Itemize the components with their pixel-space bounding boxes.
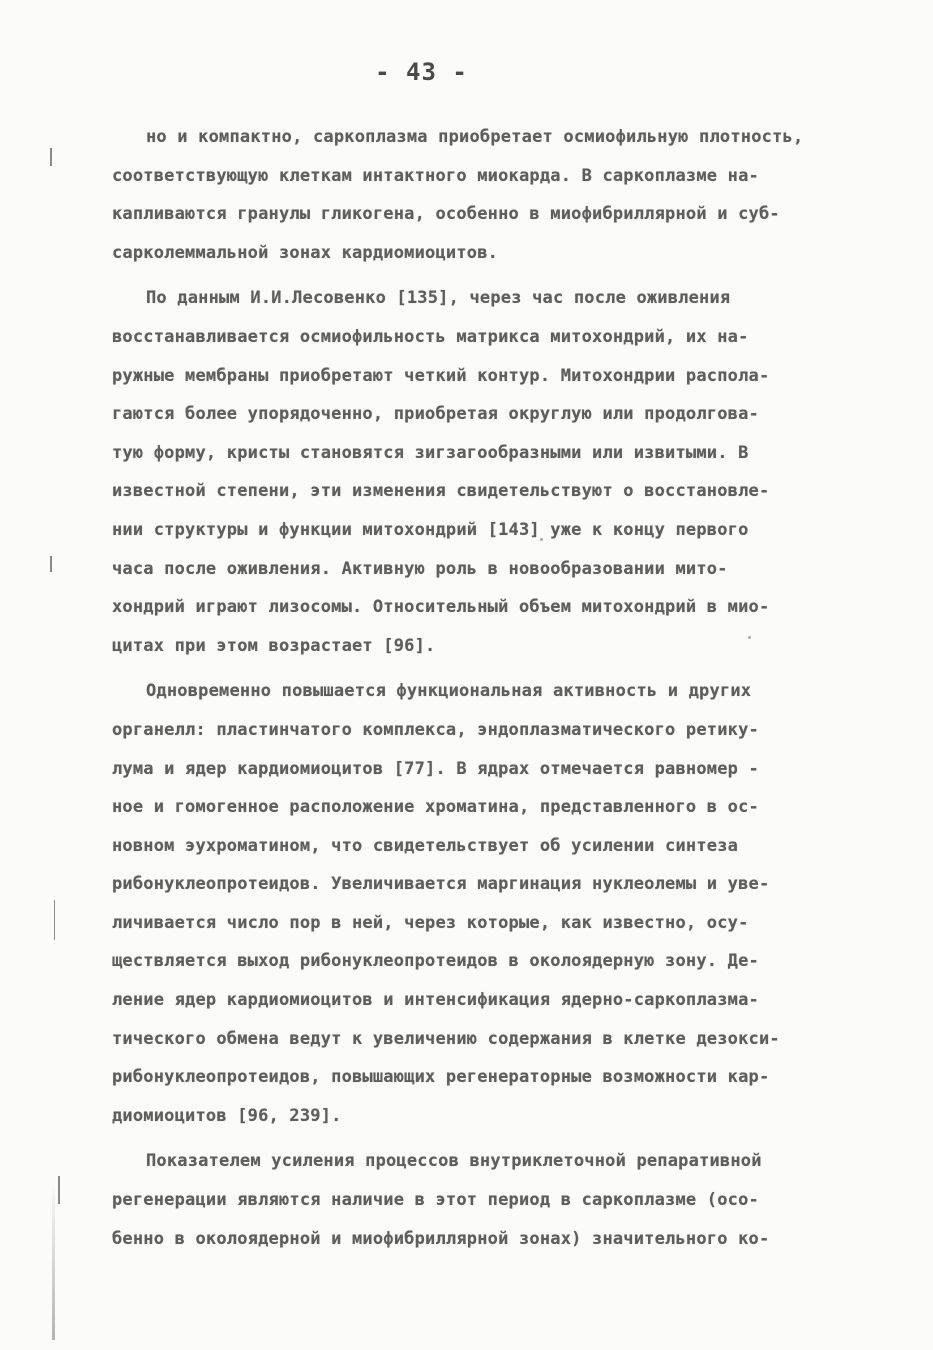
text-line: тического обмена ведут к увеличению содержания в клетке дезокси- [112, 1028, 780, 1049]
text-line: рибонуклеопротеидов. Увеличивается маргинация нуклеолемы и уве- [112, 874, 770, 895]
paragraph-first-line: Показателем усиления процессов внутриклеточной репаративной [146, 1151, 762, 1172]
text-line: сарколеммальной зонах кардиомиоцитов. [112, 242, 499, 263]
text-line: цитах при этом возрастает [96]. [112, 635, 436, 656]
text-line: капливаются гранулы гликогена, особенно в миофибриллярной и суб- [112, 204, 780, 225]
text-line: ществляется выход рибонуклеопротеидов в околоядерную зону. Де- [112, 951, 759, 972]
paragraph-first-line: но и компактно, саркоплазма приобретает осмиофильную плотность, [146, 127, 804, 147]
margin-mark [58, 1176, 60, 1204]
text-line: часа после оживления. Активную роль в новообразовании мито- [112, 558, 728, 579]
scan-edge [52, 1180, 55, 1340]
text-line: диомиоцитов [96, 239]. [112, 1105, 342, 1126]
text-line: восстанавливается осмиофильность матрикса митохондрий, их на- [112, 326, 749, 347]
text-line: регенерации являются наличие в этот период в саркоплазме (осо- [112, 1190, 759, 1211]
page-number: - 43 - [375, 58, 468, 86]
text-line: известной степени, эти изменения свидетельствуют о восстановле- [112, 481, 770, 502]
text-line: хондрий играют лизосомы. Относительный объем митохондрий в мио- [112, 597, 770, 618]
paragraph-first-line: По данным И.И.Лесовенко [135], через час после оживления [146, 288, 731, 309]
text-line: ление ядер кардиомиоцитов и интенсификация ядерно-саркоплазма- [112, 990, 759, 1011]
text-line: соответствующую клеткам интактного миокарда. В саркоплазме на- [112, 165, 759, 186]
text-line: нии структуры и функции митохондрий [143] уже к концу первого [112, 519, 749, 540]
text-line: рибонуклеопротеидов, повышающих регенераторные возможности кар- [112, 1067, 770, 1088]
text-line: лума и ядер кардиомиоцитов [77]. В ядрах отмечается равномер - [112, 758, 759, 779]
margin-mark [54, 900, 55, 940]
text-line: бенно в околоядерной и миофибриллярной зонах) значительного ко- [112, 1228, 770, 1249]
text-line: ружные мембраны приобретают четкий контур. Митохондрии распола- [112, 365, 770, 386]
text-line: новном эухроматином, что свидетельствует об усилении синтеза [112, 835, 739, 856]
text-line: личивается число пор в ней, через которые, как известно, осу- [112, 912, 749, 933]
margin-mark [50, 556, 52, 572]
margin-mark [50, 148, 52, 166]
paragraph-first-line: Одновременно повышается функциональная активность и других [146, 681, 752, 702]
body-text [112, 118, 872, 1258]
text-line: гаются более упорядоченно, приобретая округлую или продолгова- [112, 404, 759, 425]
text-line: ное и гомогенное расположение хроматина, представленного в ос- [112, 797, 759, 818]
text-line: тую форму, кристы становятся зигзагообразными или извитыми. В [112, 442, 749, 463]
text-line: органелл: пластинчатого комплекса, эндоплазматического ретику- [112, 719, 759, 740]
